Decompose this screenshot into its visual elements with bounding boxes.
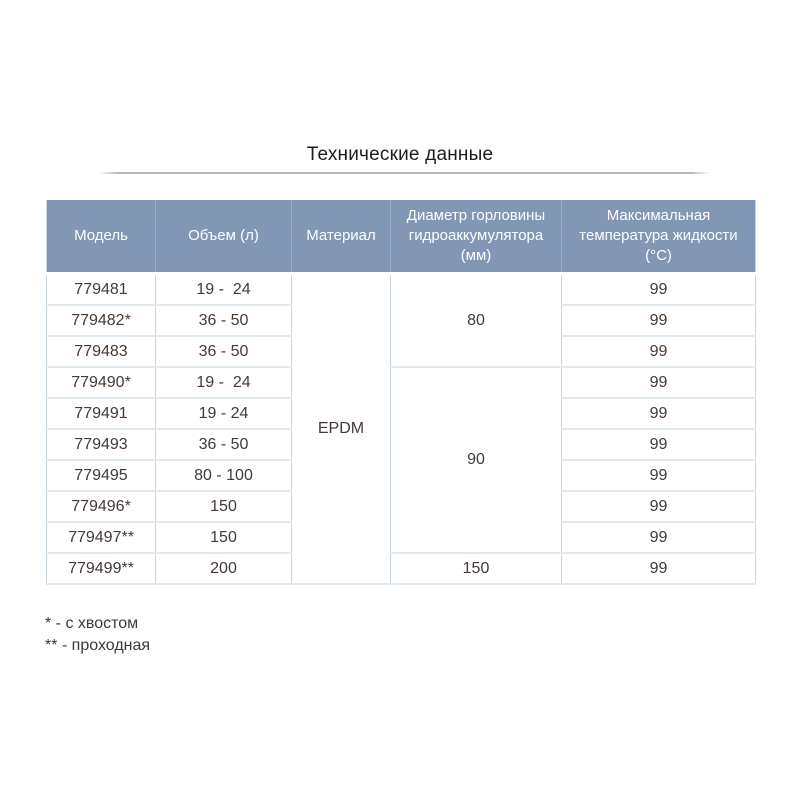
cell-model: 779495 [47, 460, 156, 491]
cell-model: 779493 [47, 429, 156, 460]
cell-model: 779496* [47, 491, 156, 522]
header-row [47, 200, 756, 274]
cell-temperature: 99 [562, 274, 756, 306]
cell-volume: 19 - 24 [156, 398, 292, 429]
footnote-tail: * - с хвостом [45, 615, 139, 632]
cell-model: 779491 [47, 398, 156, 429]
cell-volume: 36 - 50 [156, 305, 292, 336]
footnote-pass-through: ** - проходная [45, 637, 151, 654]
cell-model: 779499** [47, 553, 156, 584]
cell-diameter: 80 [391, 274, 562, 368]
cell-diameter: 150 [391, 553, 562, 584]
cell-volume: 80 - 100 [156, 460, 292, 491]
title-divider-line [99, 172, 710, 174]
technical-data-table [46, 200, 756, 585]
cell-temperature: 99 [562, 429, 756, 460]
cell-volume: 19 - 24 [156, 367, 292, 398]
cell-volume: 36 - 50 [156, 429, 292, 460]
page-title: Технические данные [306, 144, 494, 165]
header-temperature: Максимальная температура жидкости (°С) [562, 200, 756, 274]
cell-model: 779497** [47, 522, 156, 553]
cell-temperature: 99 [562, 367, 756, 398]
table-row [47, 274, 756, 306]
cell-volume: 36 - 50 [156, 336, 292, 367]
header-volume: Объем (л) [156, 200, 292, 274]
cell-material: EPDM [292, 274, 391, 585]
cell-temperature: 99 [562, 491, 756, 522]
cell-diameter: 90 [391, 367, 562, 553]
cell-volume: 200 [156, 553, 292, 584]
cell-temperature: 99 [562, 553, 756, 584]
cell-temperature: 99 [562, 305, 756, 336]
cell-model: 779490* [47, 367, 156, 398]
cell-temperature: 99 [562, 398, 756, 429]
table-row [47, 553, 756, 584]
table-row [47, 367, 756, 398]
header-diameter: Диаметр горловины гидроаккумулятора (мм) [391, 200, 562, 274]
cell-volume: 150 [156, 491, 292, 522]
cell-volume: 150 [156, 522, 292, 553]
cell-model: 779483 [47, 336, 156, 367]
cell-temperature: 99 [562, 460, 756, 491]
footnotes [45, 613, 150, 657]
cell-temperature: 99 [562, 336, 756, 367]
cell-volume: 19 - 24 [156, 274, 292, 306]
table-body [47, 274, 756, 585]
header-material: Материал [292, 200, 391, 274]
cell-model: 779481 [47, 274, 156, 306]
header-model: Модель [47, 200, 156, 274]
cell-temperature: 99 [562, 522, 756, 553]
cell-model: 779482* [47, 305, 156, 336]
technical-data-table-wrap [46, 200, 756, 585]
